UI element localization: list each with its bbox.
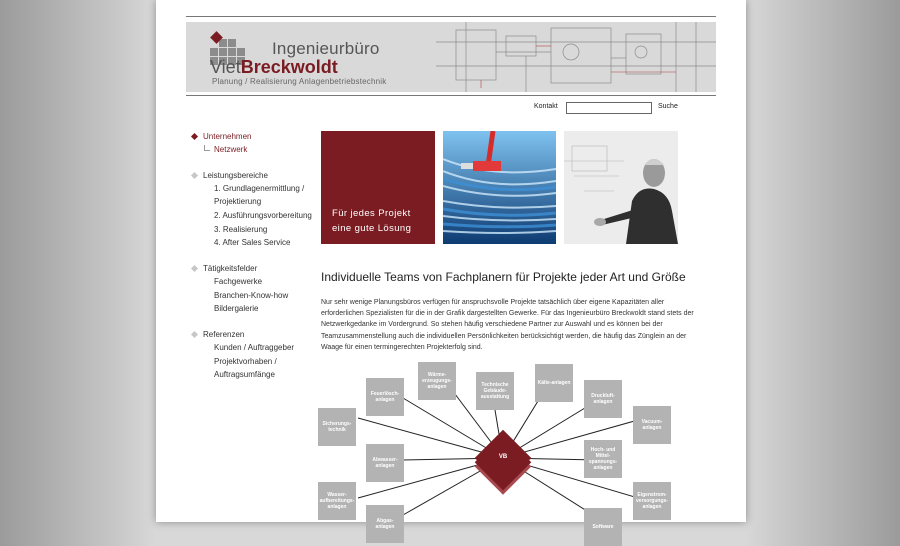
header-banner <box>186 22 716 92</box>
diagram-node: Abwasser-anlagen <box>366 444 404 482</box>
nav-item-unternehmen[interactable]: Unternehmen <box>203 132 252 141</box>
diagram-node: Feuerlösch-anlagen <box>366 378 404 416</box>
nav-item-fachgewerke[interactable]: Fachgewerke <box>214 277 263 286</box>
nav-bullet-icon <box>191 331 198 338</box>
nav-item-taetigkeitsfelder[interactable]: Tätigkeitsfelder <box>203 264 258 273</box>
diagram-node: Druckluft-anlagen <box>584 380 622 418</box>
nav-item-referenzen[interactable]: Referenzen <box>203 330 245 339</box>
diagram-node: Eigenstrom-versorgungs-anlagen <box>633 482 671 520</box>
nav-item-realisierung[interactable]: 3. Realisierung <box>214 225 268 234</box>
brand-line1[interactable]: Ingenieurbüro <box>272 39 380 58</box>
subnav-corner-icon <box>204 145 210 151</box>
diagram-node: Wasser-aufbereitungs-anlagen <box>318 482 356 520</box>
diagram-node: Technische Gebäude-ausstattung <box>476 372 514 410</box>
diagram-node: Wärme-erzeugungs-anlagen <box>418 362 456 400</box>
page <box>156 0 746 530</box>
search-button[interactable]: Suche <box>658 103 678 110</box>
nav-item-branchen[interactable]: Branchen-Know-how <box>214 291 289 300</box>
nav-bullet-icon <box>191 172 198 179</box>
diagram-node: Sicherungs-technik <box>318 408 356 446</box>
brand-name-bold: Breckwoldt <box>240 57 338 77</box>
nav-item-ausfuehrungsvorbereitung[interactable]: 2. Ausführungsvorbereitung <box>214 211 312 220</box>
nav-item-auftragsumfaenge[interactable]: Auftragsumfänge <box>214 370 275 379</box>
paragraph-line: Waage für einen termingerechten Projekterfolg sind. <box>321 343 483 351</box>
nav-item-projektvorhaben[interactable]: Projektvorhaben / <box>214 357 277 366</box>
nav-item-projektierung[interactable]: Projektierung <box>214 197 262 206</box>
diagram-node: Software <box>584 508 622 546</box>
kontakt-link[interactable]: Kontakt <box>534 103 558 110</box>
diagram-node: Kälte-anlagen <box>535 364 573 402</box>
diagram-node: Hoch- und Mittel-spannungs-anlagen <box>584 440 622 478</box>
nav-item-netzwerk[interactable]: Netzwerk <box>214 145 248 154</box>
hero-text-line2: eine gute Lösung <box>332 223 412 234</box>
search-input[interactable] <box>566 102 652 114</box>
diagram-node: Vacuum-anlagen <box>633 406 671 444</box>
hero-red-panel <box>321 131 435 244</box>
brand-name-light: Viet <box>210 57 241 77</box>
diagram-node: Abgas-anlagen <box>366 505 404 543</box>
page-title: Individuelle Teams von Fachplanern für Projekte jeder Art und Größe <box>321 270 686 284</box>
nav-item-grundlagenermittlung[interactable]: 1. Grundlagenermittlung / <box>214 184 305 193</box>
paragraph-line: erforderlichen Spezialisten für die in der Grafik dargestellten Gewerke. Für das Ingenieurbüro Breckwoldt stand stets der <box>321 310 694 318</box>
hero-text-line1: Für jedes Projekt <box>332 208 411 219</box>
brand-name[interactable] <box>210 57 338 78</box>
trades-network-diagram <box>318 360 718 530</box>
intro-paragraph <box>321 297 741 353</box>
diagram-center-label: VB <box>498 454 508 460</box>
divider-banner <box>186 95 716 96</box>
schematic-background-image <box>436 22 716 92</box>
nav-item-kunden[interactable]: Kunden / Auftraggeber <box>214 343 295 352</box>
nav-item-after-sales[interactable]: 4. After Sales Service <box>214 238 291 247</box>
paragraph-line: Teamzusammenstellung auch die individuellen Persönlichkeiten berücksichtigt werden, die häufig das Zünglein an der <box>321 332 687 340</box>
nav-bullet-icon <box>191 133 198 140</box>
paragraph-line: Netzwerkgedanke im Vordergrund. So stehen häufig verschiedene Partner zur Auswahl und es können bei der <box>321 321 663 329</box>
nav-item-leistungsbereiche[interactable]: Leistungsbereiche <box>203 171 268 180</box>
engineer-photo <box>564 131 678 244</box>
divider-top <box>186 16 716 17</box>
network-cables-image <box>443 131 556 244</box>
nav-bullet-icon <box>191 265 198 272</box>
brand-tagline: Planung / Realisierung Anlagenbetriebstechnik <box>212 77 387 86</box>
paragraph-line: Nur sehr wenige Planungsbüros verfügen für anspruchsvolle Projekte tatsächlich über eigene Kapazitäten aller <box>321 299 665 306</box>
nav-item-bildergalerie[interactable]: Bildergalerie <box>214 304 259 313</box>
